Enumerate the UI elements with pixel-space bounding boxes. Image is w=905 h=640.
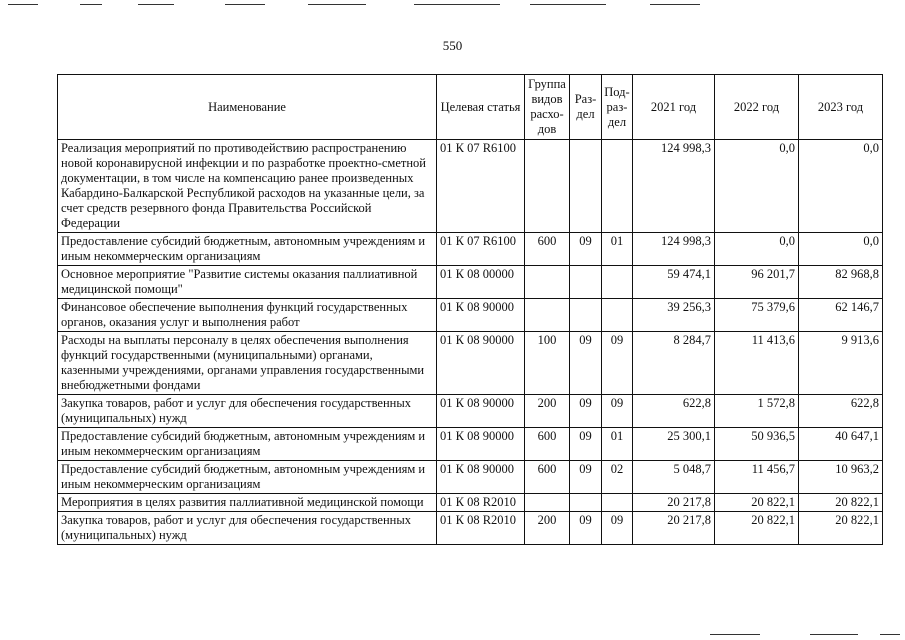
- row-section: [570, 266, 602, 299]
- table-row: [58, 140, 883, 233]
- table-row: [58, 332, 883, 395]
- table-row: [58, 428, 883, 461]
- table-row: [58, 494, 883, 512]
- row-expense-group: [525, 299, 570, 332]
- col-header-2022: 2022 год: [715, 75, 799, 140]
- row-name: Реализация мероприятий по противодействию распространению новой коронавирусной инфекции и по разработке проектно-сметной документации, в том числе на компенсацию ранее произведенных Кабардино-Балкарской Республикой расходов на указанные цели, за счет средств резервного фонда Правительства Российской Федерации: [58, 140, 437, 233]
- row-subsection: 02: [602, 461, 633, 494]
- row-expense-group: 200: [525, 395, 570, 428]
- row-value-2021: 39 256,3: [633, 299, 715, 332]
- row-section: [570, 140, 602, 233]
- row-expense-group: [525, 140, 570, 233]
- row-value-2022: 20 822,1: [715, 512, 799, 545]
- row-value-2023: 9 913,6: [799, 332, 883, 395]
- row-value-2023: 20 822,1: [799, 512, 883, 545]
- top-edge-line: [530, 4, 606, 5]
- row-subsection: 01: [602, 233, 633, 266]
- col-header-expense-group: Группа видов расхо-дов: [525, 75, 570, 140]
- row-target-code: 01 К 08 R2010: [437, 512, 525, 545]
- row-value-2021: 59 474,1: [633, 266, 715, 299]
- row-value-2023: 0,0: [799, 140, 883, 233]
- table-row: [58, 266, 883, 299]
- row-value-2023: 10 963,2: [799, 461, 883, 494]
- row-value-2022: 20 822,1: [715, 494, 799, 512]
- row-name: Основное мероприятие "Развитие системы оказания паллиативной медицинской помощи": [58, 266, 437, 299]
- row-name: Расходы на выплаты персоналу в целях обеспечения выполнения функций государственными (муниципальными) органами, казенными учреждениями, органами управления государственными внебюджетными фондами: [58, 332, 437, 395]
- row-value-2021: 8 284,7: [633, 332, 715, 395]
- row-target-code: 01 К 08 90000: [437, 299, 525, 332]
- row-subsection: 09: [602, 332, 633, 395]
- row-value-2021: 25 300,1: [633, 428, 715, 461]
- row-expense-group: [525, 266, 570, 299]
- row-value-2023: 20 822,1: [799, 494, 883, 512]
- table-row: [58, 512, 883, 545]
- row-subsection: [602, 140, 633, 233]
- row-target-code: 01 К 08 00000: [437, 266, 525, 299]
- col-header-name: Наименование: [58, 75, 437, 140]
- col-header-subsection: Под-раз-дел: [602, 75, 633, 140]
- row-name: Предоставление субсидий бюджетным, автономным учреждениям и иным некоммерческим организациям: [58, 461, 437, 494]
- row-value-2021: 124 998,3: [633, 233, 715, 266]
- row-name: Мероприятия в целях развития паллиативной медицинской помощи: [58, 494, 437, 512]
- row-value-2022: 11 413,6: [715, 332, 799, 395]
- row-expense-group: 600: [525, 428, 570, 461]
- table-row: [58, 299, 883, 332]
- row-subsection: 01: [602, 428, 633, 461]
- row-value-2022: 50 936,5: [715, 428, 799, 461]
- row-value-2022: 1 572,8: [715, 395, 799, 428]
- row-expense-group: 600: [525, 461, 570, 494]
- row-value-2022: 11 456,7: [715, 461, 799, 494]
- row-expense-group: [525, 494, 570, 512]
- row-value-2021: 20 217,8: [633, 494, 715, 512]
- row-target-code: 01 К 08 90000: [437, 461, 525, 494]
- top-edge-line: [138, 4, 174, 5]
- row-value-2021: 20 217,8: [633, 512, 715, 545]
- row-value-2023: 40 647,1: [799, 428, 883, 461]
- row-target-code: 01 К 08 90000: [437, 428, 525, 461]
- row-value-2022: 96 201,7: [715, 266, 799, 299]
- row-subsection: 09: [602, 395, 633, 428]
- row-name: Финансовое обеспечение выполнения функций государственных органов, оказания услуг и выполнения работ: [58, 299, 437, 332]
- top-edge-line: [80, 4, 102, 5]
- row-expense-group: 200: [525, 512, 570, 545]
- row-section: 09: [570, 461, 602, 494]
- row-target-code: 01 К 07 R6100: [437, 233, 525, 266]
- row-value-2022: 75 379,6: [715, 299, 799, 332]
- row-subsection: [602, 299, 633, 332]
- row-name: Закупка товаров, работ и услуг для обеспечения государственных (муниципальных) нужд: [58, 395, 437, 428]
- table-header-row: [58, 75, 883, 140]
- row-section: [570, 494, 602, 512]
- row-section: 09: [570, 233, 602, 266]
- row-value-2021: 124 998,3: [633, 140, 715, 233]
- top-edge-line: [225, 4, 265, 5]
- row-name: Закупка товаров, работ и услуг для обеспечения государственных (муниципальных) нужд: [58, 512, 437, 545]
- col-header-section: Раз-дел: [570, 75, 602, 140]
- col-header-2023: 2023 год: [799, 75, 883, 140]
- row-subsection: [602, 494, 633, 512]
- bottom-edge-line: [810, 634, 858, 635]
- row-expense-group: 100: [525, 332, 570, 395]
- top-edge-line: [650, 4, 700, 5]
- row-value-2022: 0,0: [715, 233, 799, 266]
- row-expense-group: 600: [525, 233, 570, 266]
- row-subsection: [602, 266, 633, 299]
- top-edge-line: [414, 4, 500, 5]
- budget-table: [57, 74, 883, 545]
- bottom-edge-line: [880, 634, 900, 635]
- row-section: 09: [570, 395, 602, 428]
- row-target-code: 01 К 08 R2010: [437, 494, 525, 512]
- col-header-2021: 2021 год: [633, 75, 715, 140]
- col-header-target: Целевая статья: [437, 75, 525, 140]
- row-value-2021: 622,8: [633, 395, 715, 428]
- row-section: 09: [570, 512, 602, 545]
- row-target-code: 01 К 08 90000: [437, 332, 525, 395]
- row-value-2021: 5 048,7: [633, 461, 715, 494]
- table-row: [58, 233, 883, 266]
- row-section: 09: [570, 428, 602, 461]
- table-row: [58, 461, 883, 494]
- table-row: [58, 395, 883, 428]
- row-value-2023: 0,0: [799, 233, 883, 266]
- row-name: Предоставление субсидий бюджетным, автономным учреждениям и иным некоммерческим организациям: [58, 428, 437, 461]
- row-value-2023: 62 146,7: [799, 299, 883, 332]
- row-target-code: 01 К 07 R6100: [437, 140, 525, 233]
- top-edge-line: [8, 4, 38, 5]
- row-value-2023: 622,8: [799, 395, 883, 428]
- bottom-edge-line: [710, 634, 760, 635]
- row-section: [570, 299, 602, 332]
- row-subsection: 09: [602, 512, 633, 545]
- top-edge-line: [308, 4, 366, 5]
- page-number: 550: [442, 38, 463, 53]
- row-value-2022: 0,0: [715, 140, 799, 233]
- row-name: Предоставление субсидий бюджетным, автономным учреждениям и иным некоммерческим организациям: [58, 233, 437, 266]
- row-section: 09: [570, 332, 602, 395]
- row-value-2023: 82 968,8: [799, 266, 883, 299]
- row-target-code: 01 К 08 90000: [437, 395, 525, 428]
